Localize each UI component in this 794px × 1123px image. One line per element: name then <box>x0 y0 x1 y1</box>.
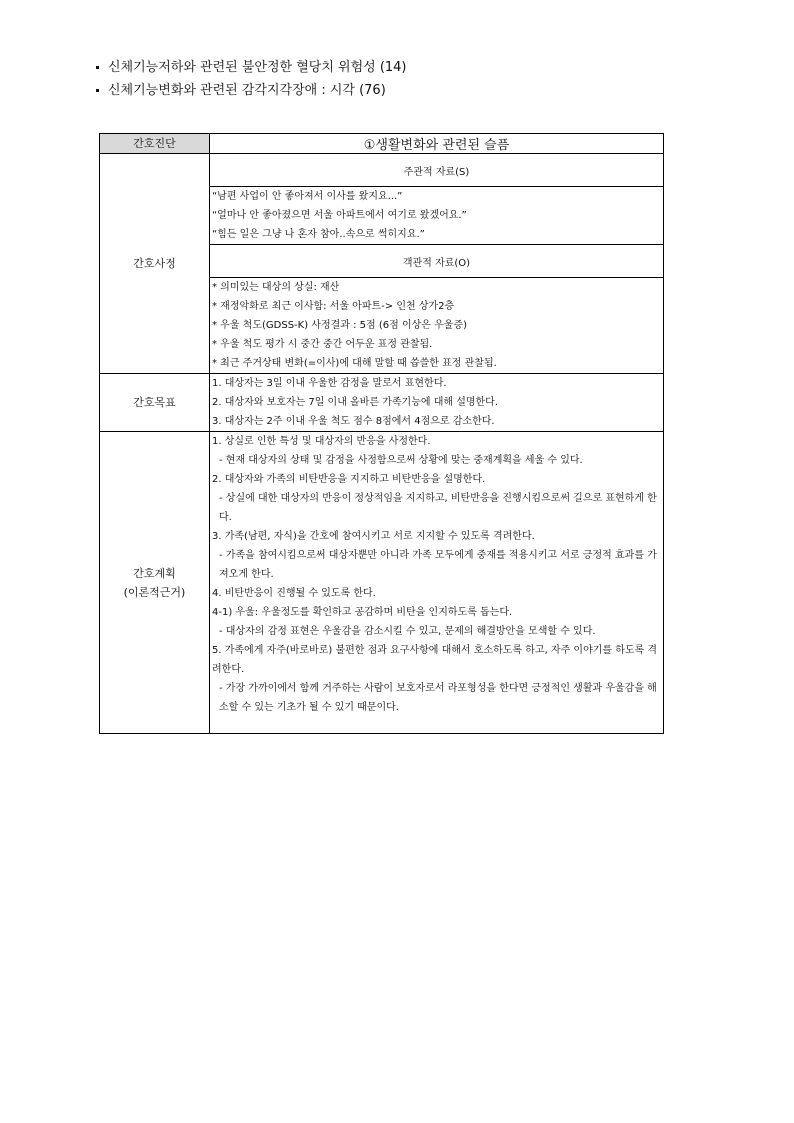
goal-line: 3. 대상자는 2주 이내 우울 척도 점수 8점에서 4점으로 감소한다. <box>212 416 495 427</box>
objective-header: 객관적 자료(O) <box>210 245 664 278</box>
plan-line: 4-1) 우울: 우울정도를 확인하고 공감하며 비탄을 인지하도록 돕는다. <box>212 607 513 618</box>
subjective-data <box>210 187 664 245</box>
diagnosis-label: 간호진단 <box>100 134 210 154</box>
objective-line: * 의미있는 대상의 상실: 재산 <box>212 282 340 293</box>
bullet-item <box>96 56 407 79</box>
objective-line: * 최근 주거상태 변화(=이사)에 대해 말할 때 씁쓸한 표정 관찰됨. <box>212 358 497 369</box>
subjective-header: 주관적 자료(S) <box>210 154 664 187</box>
plan-data <box>210 432 664 734</box>
goal-data <box>210 374 664 432</box>
plan-line: 5. 가족에게 자주(바로바로) 불편한 점과 요구사항에 대해서 호소하도록 하고, 자주 이야기를 하도록 격려한다. <box>212 645 658 675</box>
plan-line: - 상실에 대한 대상자의 반응이 정상적임을 지지하고, 비탄반응을 진행시킴으로써 길으로 표현하게 한다. <box>219 493 657 523</box>
bullet-dot <box>96 89 99 92</box>
plan-line: 3. 가족(남편, 자식)을 간호에 참여시키고 서로 지지할 수 있도록 격려한다. <box>212 531 535 542</box>
bullet-text: 신체기능저하와 관련된 불안정한 혈당치 위험성 (14) <box>108 60 407 75</box>
plan-line: - 가족을 참여시킴으로써 대상자뿐만 아니라 가족 모두에게 중재를 적용시키고 서로 긍정적 효과를 가져오게 한다. <box>219 550 657 580</box>
subjective-line: “남편 사업이 안 좋아져서 이사를 왔지요...” <box>212 191 403 202</box>
subjective-line: “힘든 일은 그냥 나 혼자 참아..속으로 썩히지요.” <box>212 229 425 240</box>
diagnosis-bullet-list <box>96 56 407 102</box>
objective-line: * 재정악화로 최근 이사함: 서울 아파트-> 인천 상가2층 <box>212 301 455 312</box>
goal-line: 1. 대상자는 3일 이내 우울한 감정을 말로서 표현한다. <box>212 378 447 389</box>
objective-line: * 우울 척도 평가 시 중간 중간 어두운 표정 관찰됨. <box>212 339 433 350</box>
plan-line: 1. 상실로 인한 특성 및 대상자의 반응을 사정한다. <box>212 436 431 447</box>
goal-label: 간호목표 <box>100 374 210 432</box>
subjective-line: “얼마나 안 좋아졌으면 서울 아파트에서 여기로 왔겠어요.” <box>212 210 467 221</box>
plan-label-main: 간호계획 <box>133 566 176 580</box>
plan-label <box>100 432 210 734</box>
bullet-item <box>96 79 407 102</box>
plan-line: 4. 비탄반응이 진행될 수 있도록 한다. <box>212 588 376 599</box>
bullet-dot <box>96 66 99 69</box>
plan-line: - 가장 가까이에서 함께 거주하는 사람이 보호자로서 라포형성을 한다면 긍정적인 생활과 우울감을 해소할 수 있는 기초가 될 수 있기 때문이다. <box>219 683 657 713</box>
plan-line: 2. 대상자와 가족의 비탄반응을 지지하고 비탄반응을 설명한다. <box>212 474 486 485</box>
nursing-care-plan-table <box>99 133 664 734</box>
assessment-label: 간호사정 <box>100 154 210 374</box>
objective-line: * 우울 척도(GDSS-K) 사정결과 : 5점 (6점 이상은 우울증) <box>212 320 467 331</box>
plan-line: - 현재 대상자의 상태 및 감정을 사정함으로써 상황에 맞는 중재계획을 세울 수 있다. <box>219 455 583 466</box>
goal-line: 2. 대상자와 보호자는 7일 이내 올바른 가족기능에 대해 설명한다. <box>212 397 499 408</box>
bullet-text: 신체기능변화와 관련된 감각지각장애 : 시각 (76) <box>108 83 386 98</box>
objective-data <box>210 278 664 374</box>
plan-label-sub: (이론적근거) <box>123 585 186 599</box>
diagnosis-title: ①생활변화와 관련된 슬픔 <box>210 134 664 154</box>
plan-line: - 대상자의 감정 표현은 우울감을 감소시킬 수 있고, 문제의 해결방안을 모색할 수 있다. <box>219 626 596 637</box>
